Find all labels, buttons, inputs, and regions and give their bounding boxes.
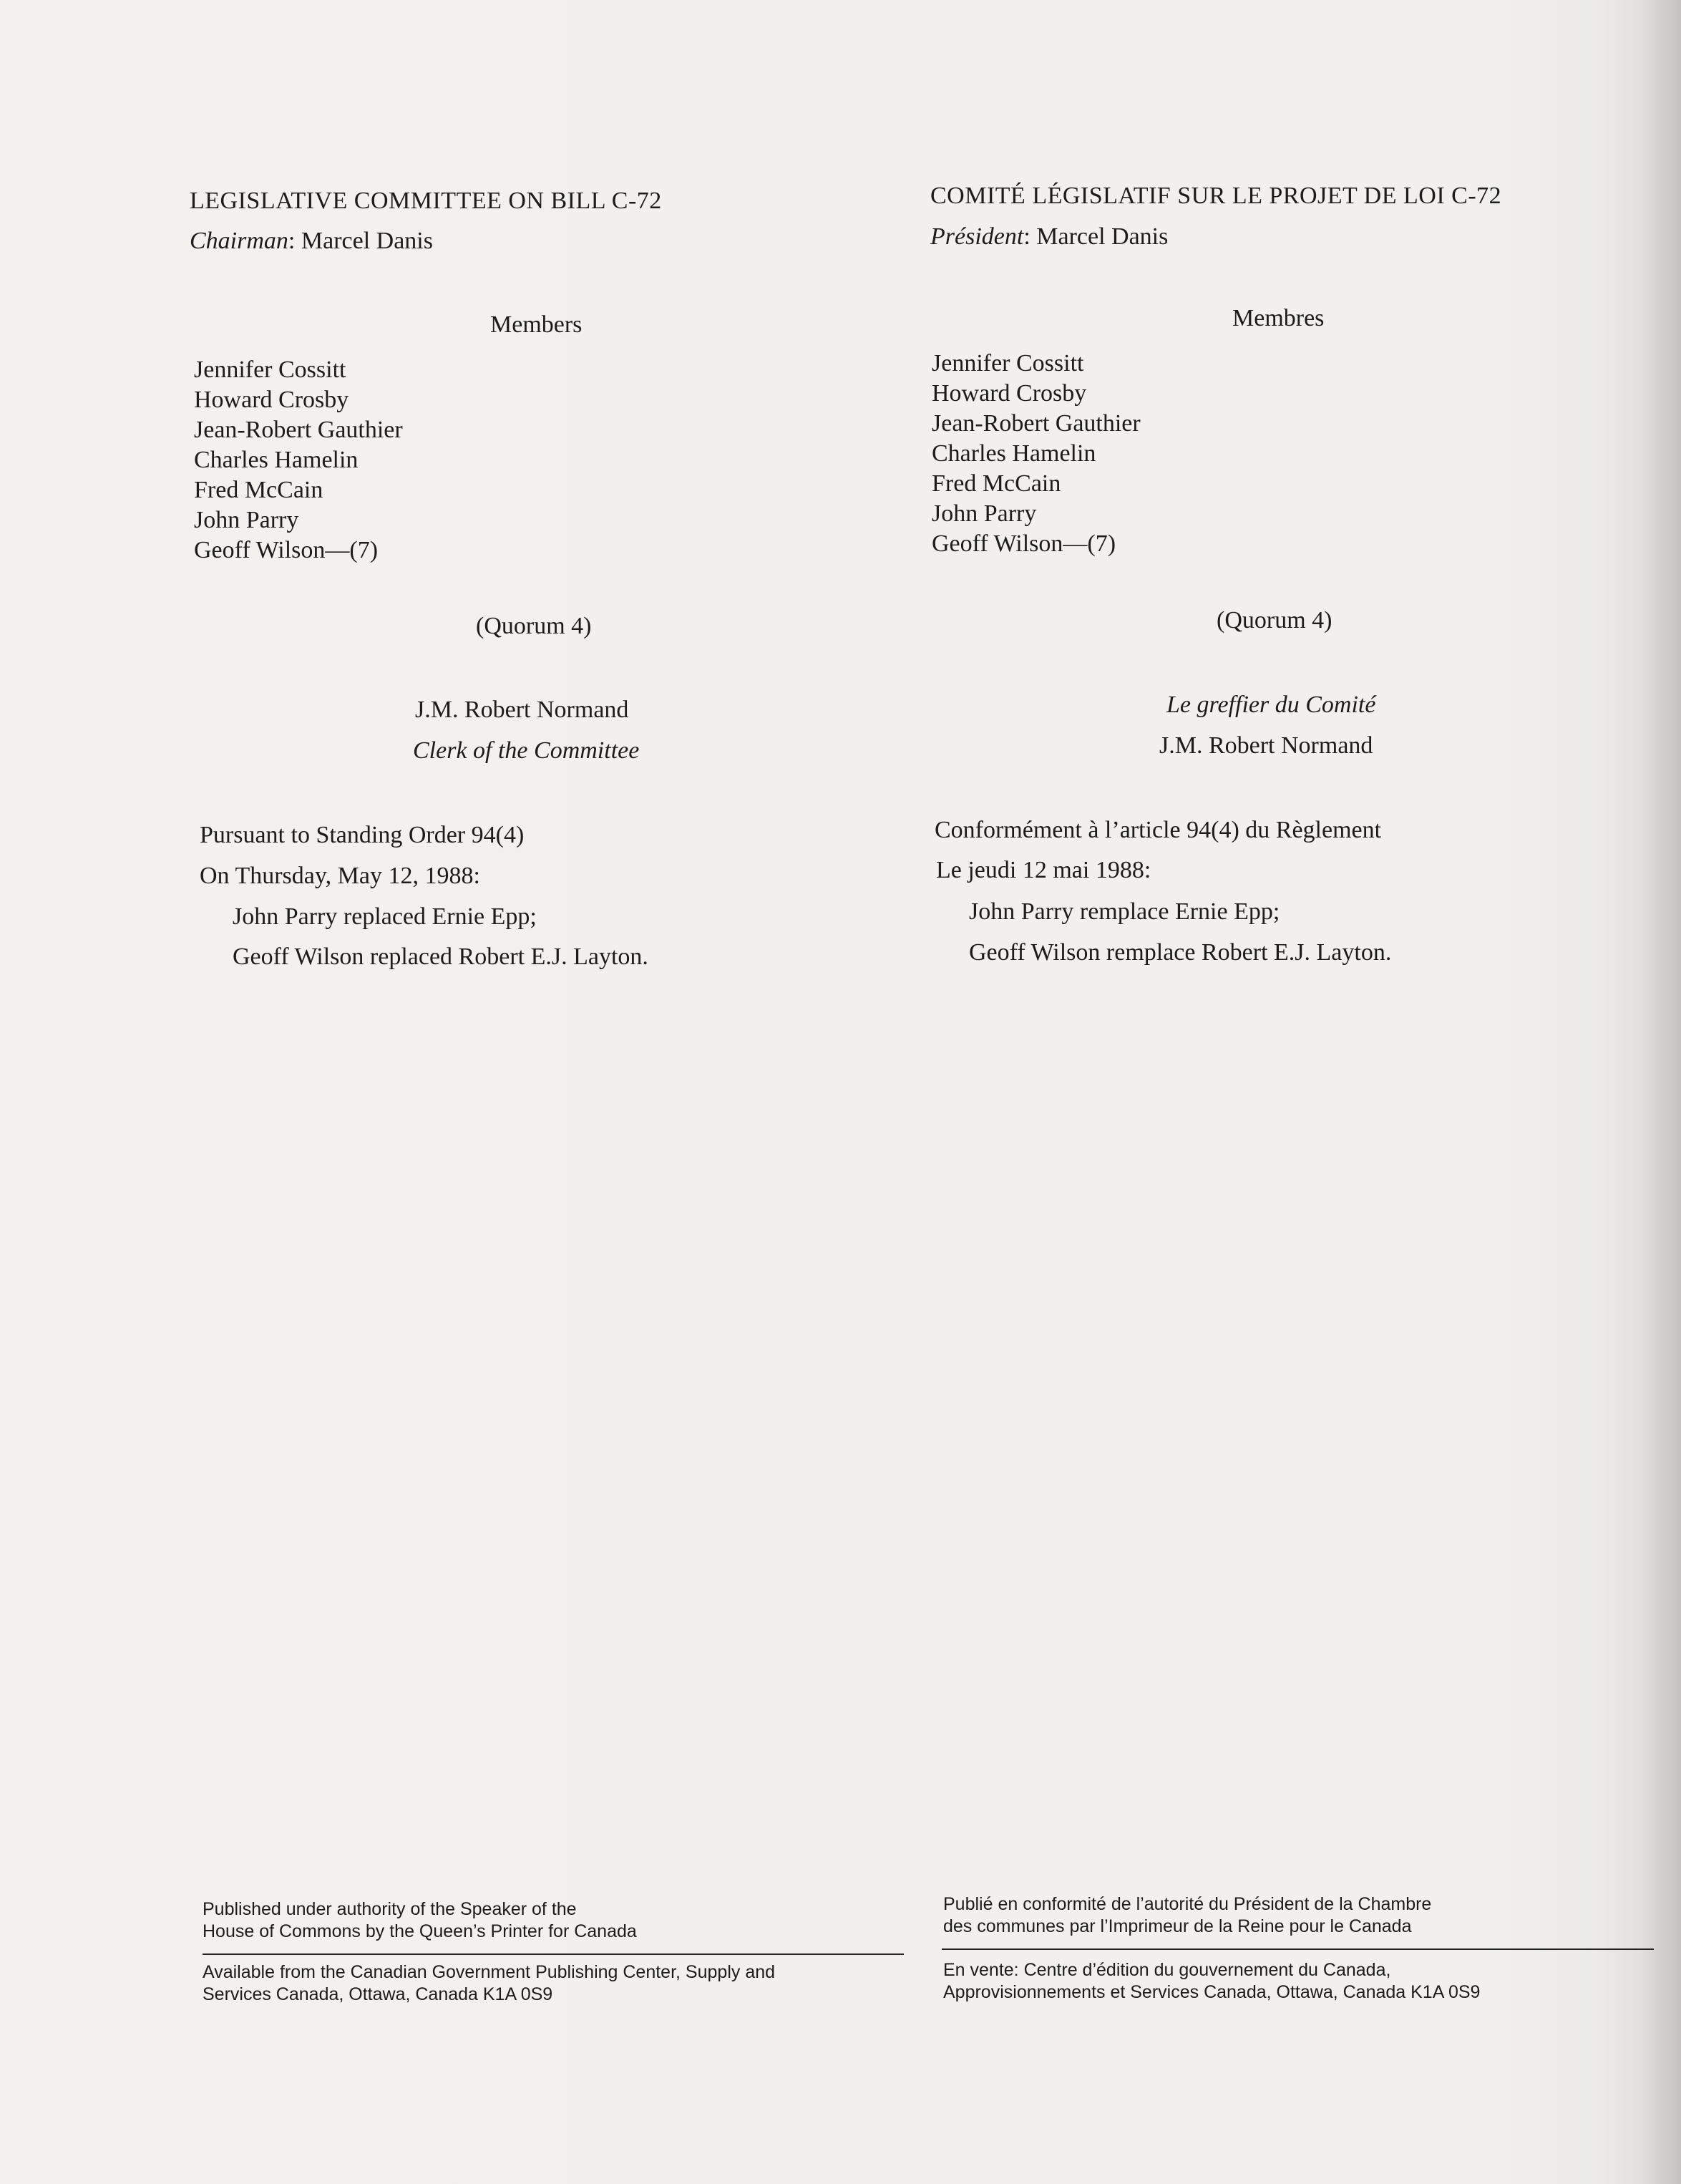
list-item: Charles Hamelin	[194, 447, 359, 473]
order-date: On Thursday, May 12, 1988:	[200, 863, 480, 889]
list-item: Fred McCain	[932, 470, 1061, 497]
list-item: Geoff Wilson—(7)	[194, 537, 379, 563]
member-list	[194, 355, 403, 566]
order-reference: Pursuant to Standing Order 94(4)	[200, 822, 525, 848]
published-line: Publié en conformité de l’autorité du Président de la Chambre	[943, 1894, 1432, 1914]
committee-heading: COMITÉ LÉGISLATIF SUR LE PROJET DE LOI C-72	[930, 183, 1502, 209]
list-item: Jennifer Cossitt	[194, 356, 346, 383]
available-line: Available from the Canadian Government Publishing Center, Supply and	[203, 1962, 776, 1982]
availability-notice	[943, 1959, 1480, 2004]
chairman-name: : Marcel Danis	[288, 228, 433, 254]
replacement-line: Geoff Wilson replaced Robert E.J. Layton.	[233, 943, 648, 970]
clerk-title: Le greffier du Comité	[1166, 691, 1376, 718]
clerk-name: J.M. Robert Normand	[1159, 732, 1373, 759]
chairman-label: Chairman	[190, 228, 288, 254]
published-line: House of Commons by the Queen’s Printer for Canada	[203, 1921, 637, 1941]
list-item: Jennifer Cossitt	[932, 350, 1084, 377]
availability-notice	[203, 1961, 775, 2006]
list-item: John Parry	[932, 500, 1037, 527]
replacement-line: Geoff Wilson remplace Robert E.J. Layton.	[969, 939, 1392, 966]
order-date: Le jeudi 12 mai 1988:	[936, 857, 1151, 883]
chairman-line	[930, 223, 1168, 251]
quorum: (Quorum 4)	[1217, 607, 1332, 634]
member-list	[932, 349, 1141, 559]
clerk-title: Clerk of the Committee	[413, 737, 640, 764]
clerk-name: J.M. Robert Normand	[415, 697, 629, 723]
chairman-line	[190, 228, 433, 255]
chairman-label: Président	[930, 223, 1024, 250]
available-line: Approvisionnements et Services Canada, Ottawa, Canada K1A 0S9	[943, 1982, 1481, 2002]
replacement-line: John Parry replaced Ernie Epp;	[233, 903, 537, 930]
divider-rule	[203, 1954, 904, 1955]
page-edge-shadow	[1638, 0, 1681, 2184]
list-item: Fred McCain	[194, 477, 323, 503]
available-line: Services Canada, Ottawa, Canada K1A 0S9	[203, 1984, 553, 2004]
list-item: Geoff Wilson—(7)	[932, 530, 1116, 557]
divider-rule	[942, 1948, 1654, 1950]
published-line: Published under authority of the Speaker of the	[203, 1899, 577, 1919]
chairman-name: : Marcel Danis	[1023, 223, 1169, 250]
list-item: Howard Crosby	[932, 380, 1087, 407]
list-item: Jean-Robert Gauthier	[194, 417, 403, 443]
list-item: Howard Crosby	[194, 387, 349, 413]
published-line: des communes par l’Imprimeur de la Reine pour le Canada	[943, 1916, 1412, 1936]
order-reference: Conformément à l’article 94(4) du Règlement	[935, 817, 1382, 843]
members-heading: Members	[490, 311, 583, 338]
published-notice	[203, 1898, 637, 1943]
available-line: En vente: Centre d’édition du gouvernement du Canada,	[943, 1960, 1391, 1980]
quorum: (Quorum 4)	[476, 613, 592, 639]
committee-heading: LEGISLATIVE COMMITTEE ON BILL C-72	[190, 188, 662, 214]
published-notice	[943, 1893, 1431, 1938]
members-heading: Membres	[1232, 305, 1325, 331]
list-item: Jean-Robert Gauthier	[932, 410, 1141, 437]
list-item: Charles Hamelin	[932, 440, 1096, 467]
list-item: John Parry	[194, 507, 299, 533]
replacement-line: John Parry remplace Ernie Epp;	[969, 898, 1280, 925]
